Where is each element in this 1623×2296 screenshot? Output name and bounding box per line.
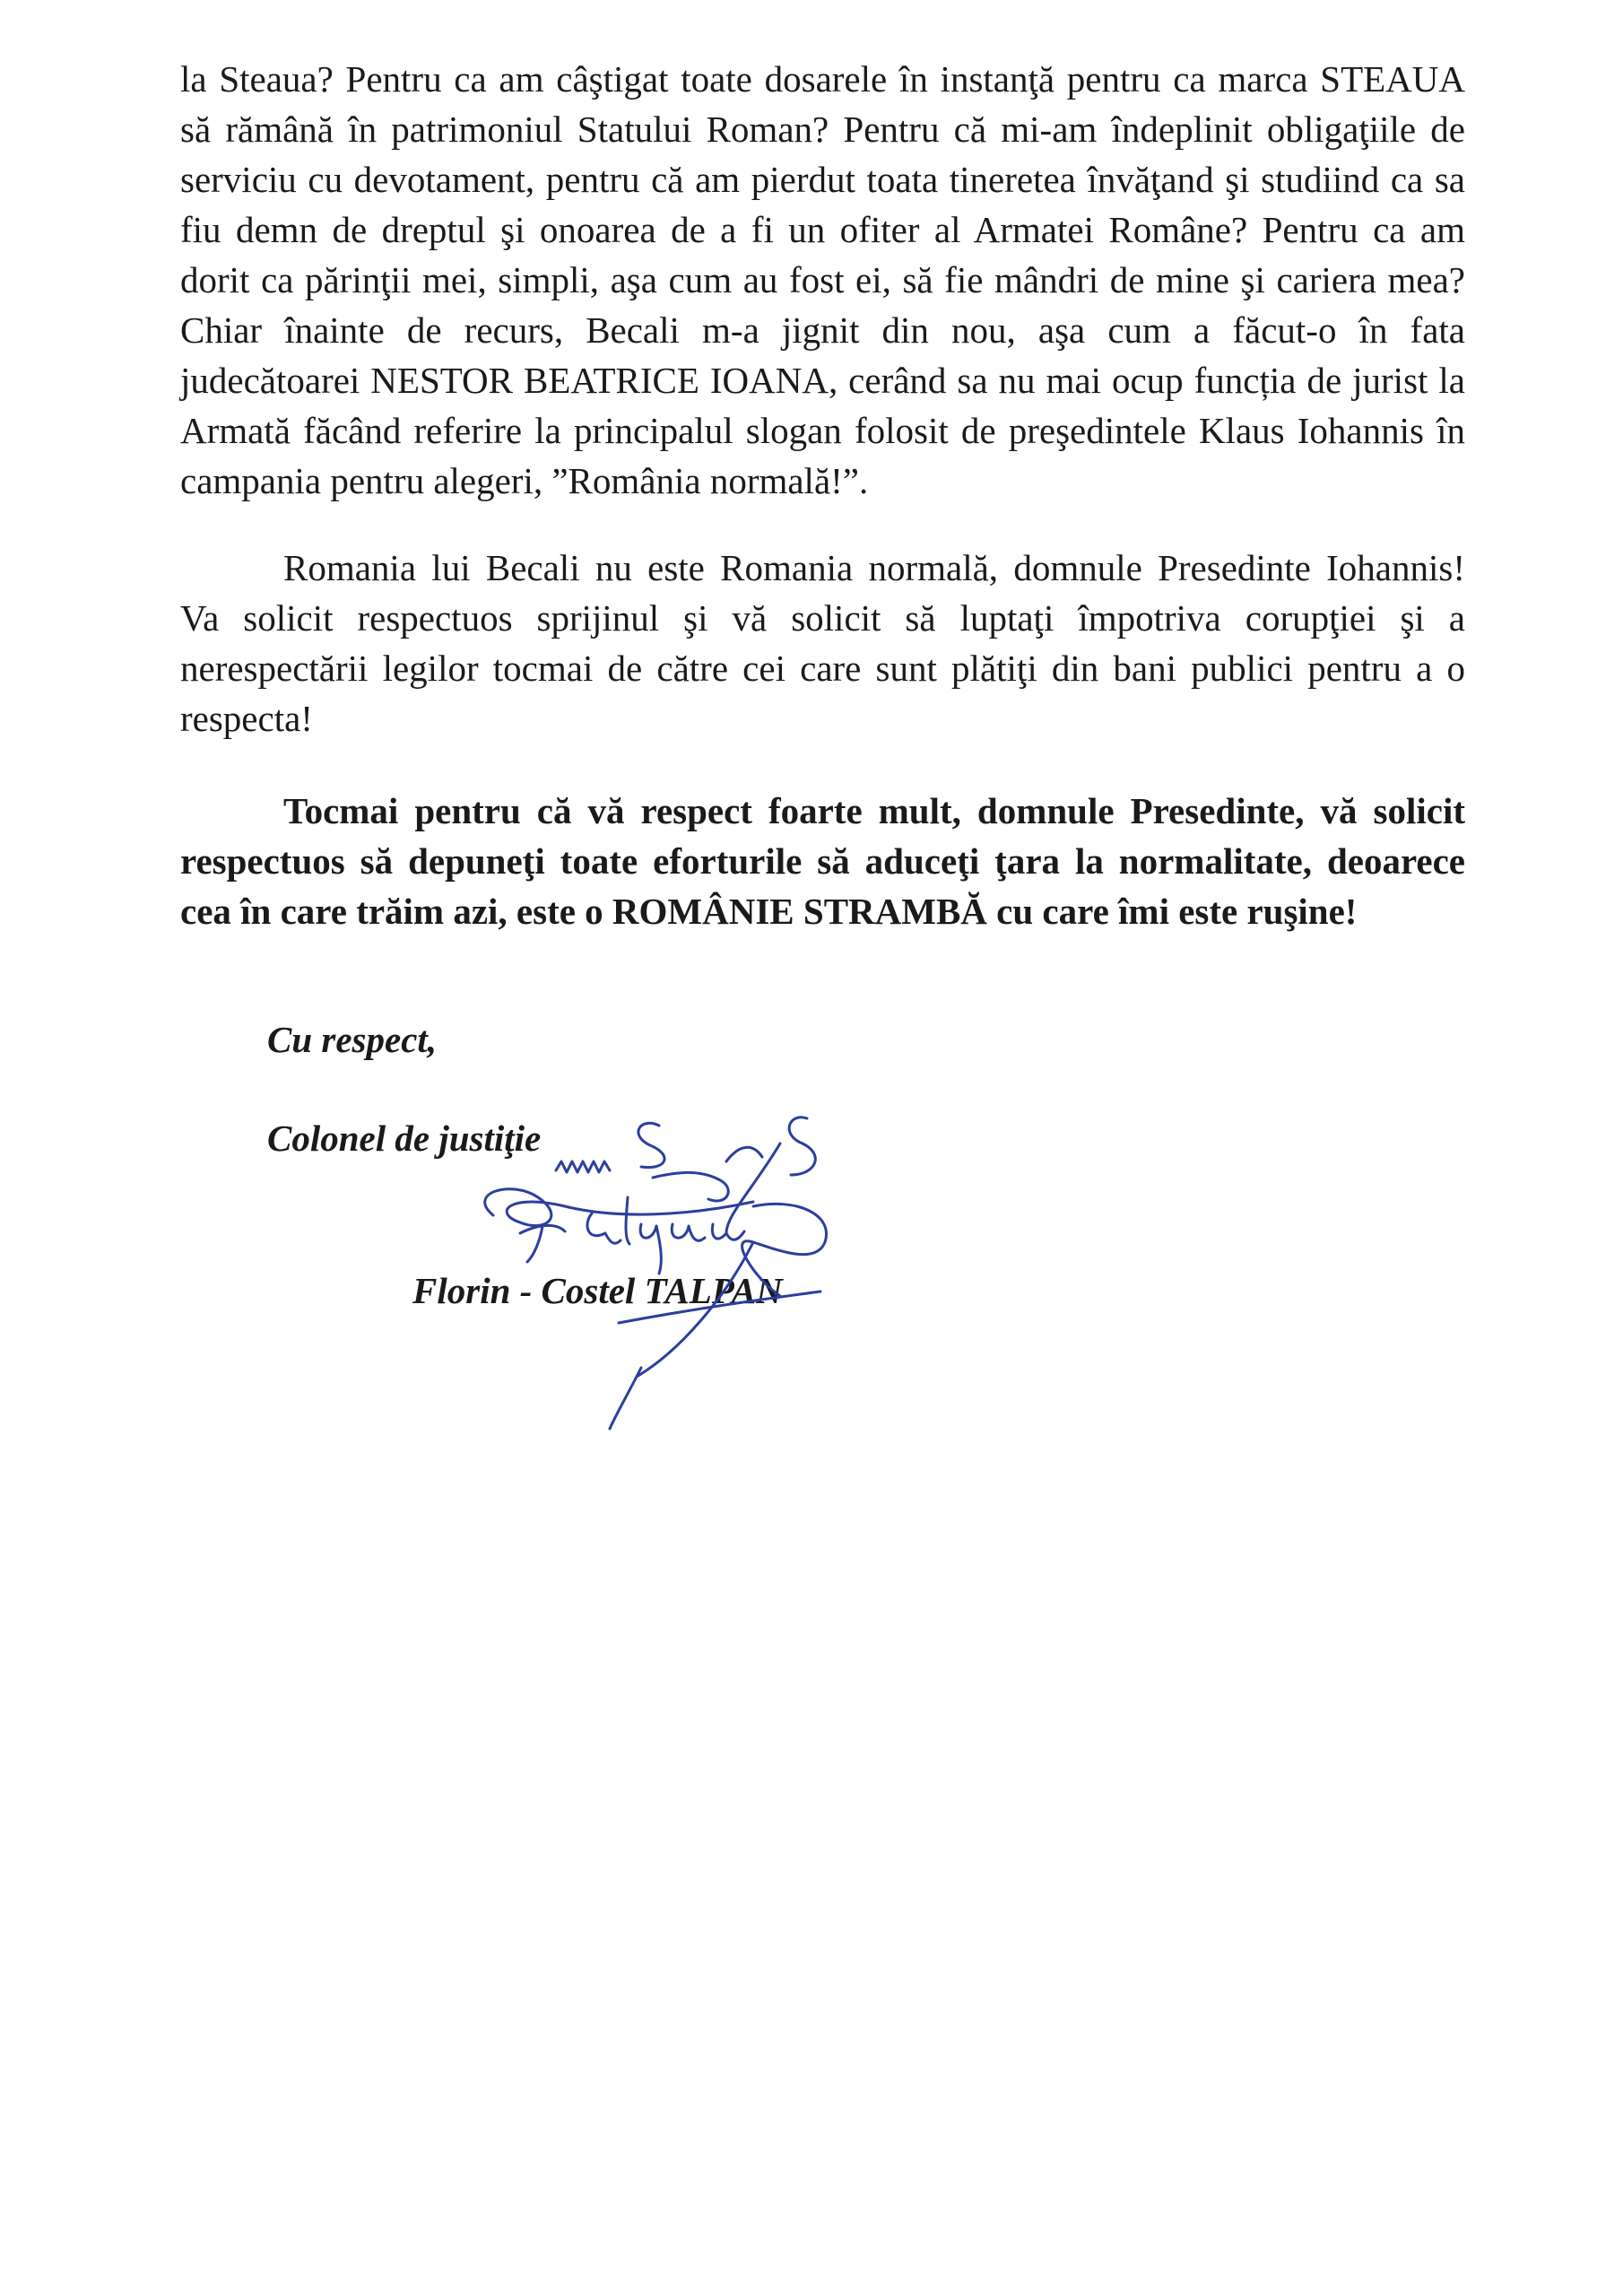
text-line: să rămână în patrimoniul Statului Roman? Pentru că mi-am îndeplinit obligaţiile de (180, 109, 1465, 150)
text-line: campania pentru alegeri, ”România normală!”. (180, 460, 869, 501)
paragraph-2 (180, 543, 1465, 744)
closing-salutation: Cu respect, (267, 1019, 438, 1060)
paragraph-1 (180, 54, 1465, 506)
signer-name: Florin - Costel TALPAN (412, 1270, 783, 1311)
text-line: fiu demn de dreptul şi onoarea de a fi un ofiter al Armatei Române? Pentru ca am (180, 209, 1465, 250)
text-line: respecta! (180, 698, 313, 739)
text-line: respectuos să depuneţi toate eforturile să aduceţi ţara la normalitate, deoarece (180, 840, 1465, 882)
handwritten-signature (457, 1108, 852, 1431)
paragraph-3 (180, 786, 1465, 936)
text-line: nerespectării legilor tocmai de către cei care sunt plătiţi din bani publici pentru a o (180, 648, 1465, 689)
signer-rank: Colonel de justiţie (267, 1118, 542, 1159)
text-line: Romania lui Becali nu este Romania normală, domnule Presedinte Iohannis! (283, 547, 1465, 588)
text-line: Tocmai pentru că vă respect foarte mult, domnule Presedinte, vă solicit (283, 790, 1465, 831)
text-line: Va solicit respectuos sprijinul şi vă solicit să luptaţi împotriva corupţiei şi a (180, 597, 1465, 639)
text-line: dorit ca părinţii mei, simpli, aşa cum au fost ei, să fie mândri de mine şi cariera mea? (180, 259, 1465, 300)
text-line: la Steaua? Pentru ca am câştigat toate dosarele în instanţă pentru ca marca STEAUA (180, 58, 1465, 100)
text-line: cea în care trăim azi, este o ROMÂNIE STRAMBĂ cu care îmi este ruşine! (180, 891, 1358, 932)
text-line: Armată făcând referire la principalul slogan folosit de preşedintele Klaus Iohannis în (180, 410, 1465, 451)
text-line: serviciu cu devotament, pentru că am pierdut toata tineretea învăţand şi studiind ca sa (180, 159, 1465, 200)
text-line: judecătoarei NESTOR BEATRICE IOANA, cerând sa nu mai ocup funcția de jurist la (180, 360, 1465, 401)
text-line: Chiar înainte de recurs, Becali m-a jignit din nou, aşa cum a făcut-o în fata (180, 309, 1465, 351)
